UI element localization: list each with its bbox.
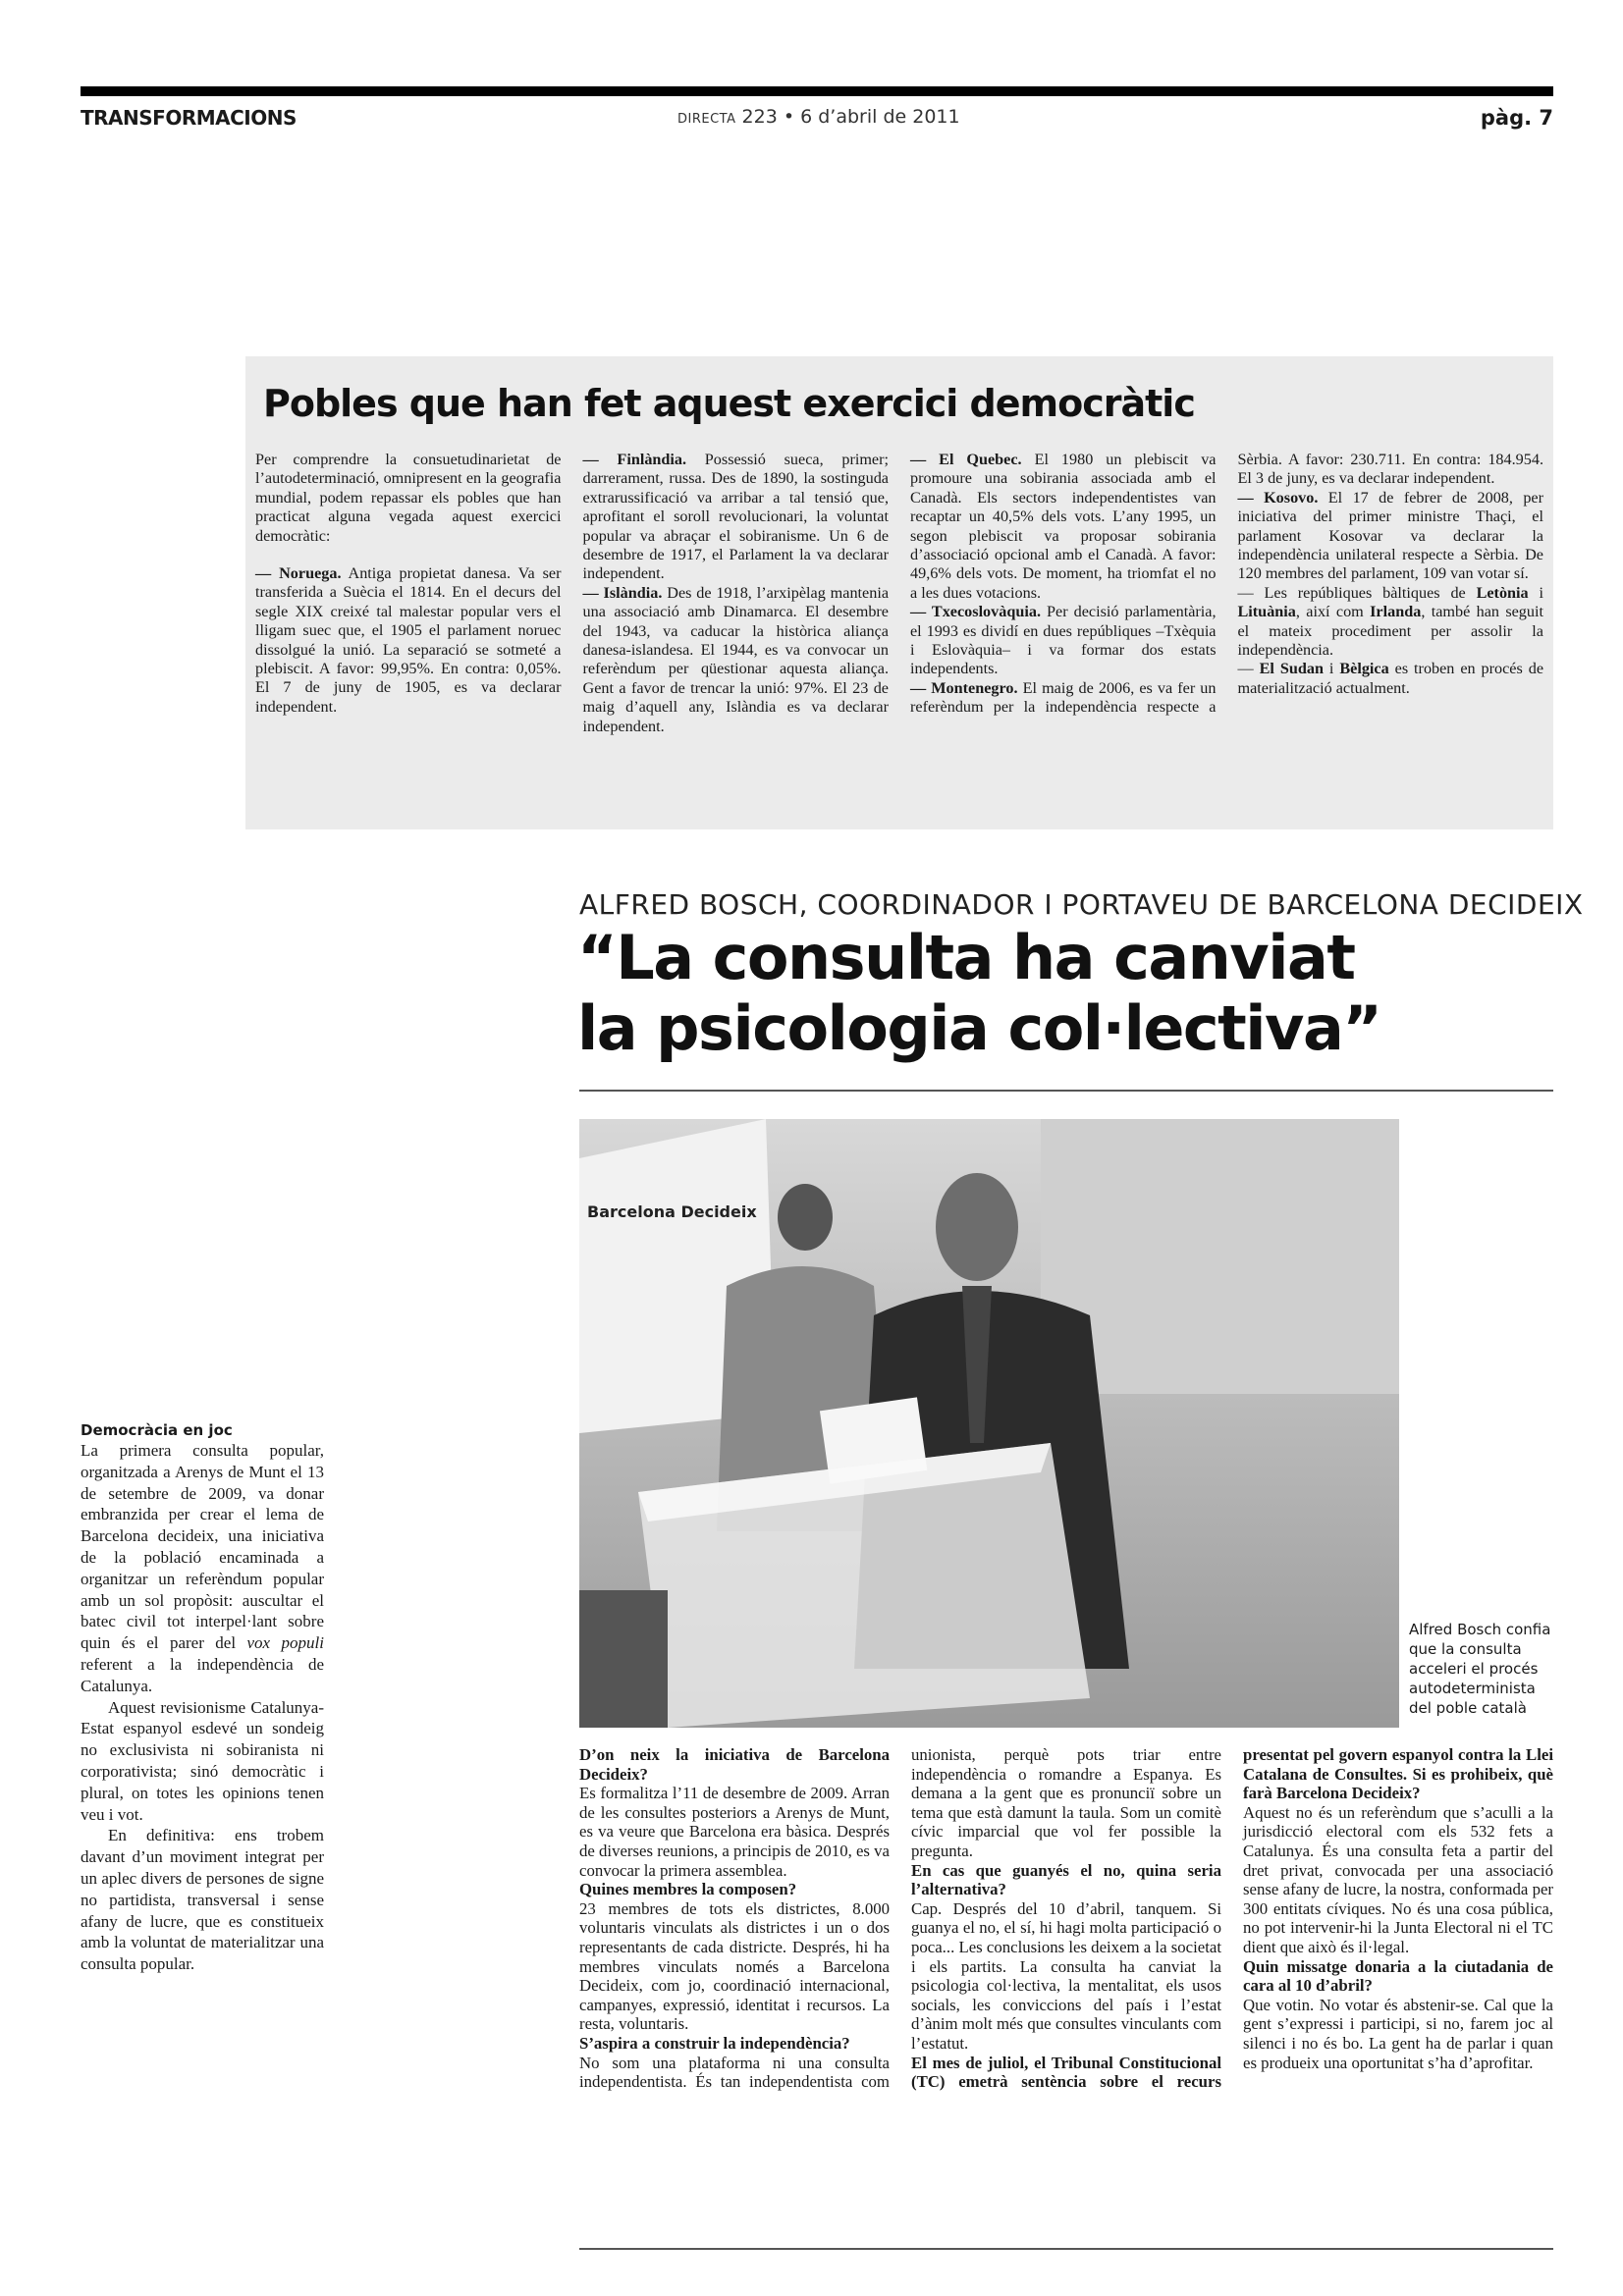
box-entry: — Txecoslovàquia. Per decisió parlamentària, el 1993 es dividí en dues repúbliques –Txèquia i Eslovàquia– i va formar dos estats independents. bbox=[910, 603, 1217, 678]
headline-line: “La consulta ha canviat bbox=[577, 922, 1355, 993]
interview-answer: Cap. Després del 10 d’abril, tanquem. Si guanya el no, el sí, hi hagi molta participació o poca... Les conclusions les deixem a la societat i els partits. La consulta ha canviat la psicologia col·lectiva, la mentalitat, els usos socials, les conviccions del país i l’estat d’ànim molt més que consultes vinculants com l’estatut. bbox=[911, 1898, 1221, 2053]
sidebar-box-peoples bbox=[245, 356, 1553, 829]
box-entry: — Noruega. Antiga propietat danesa. Va ser transferida a Suècia el 1814. En el decurs del segle XIX creixé tal malestar popular vers el lligam suec que, el 1905 el parlament noruec dissolgué la unió. La separació se sotmeté a plebiscit. A favor: 99,95%. En contra: 0,05%. El 7 de juny de 1905, es va declarar independent. bbox=[255, 564, 562, 716]
box-body bbox=[255, 451, 1543, 824]
interview-question: D’on neix la iniciativa de Barcelona Decideix? bbox=[579, 1745, 890, 1784]
box-entry: — Islàndia. Des de 1918, l’arxipèlag mantenia una associació amb Dinamarca. El desembre del 1943, va caducar la històrica aliança danesa-islandesa. El 1944, es va convocar un referèndum per qüestionar aquesta aliança. Gent a favor de trencar la unió: 97%. El 23 de maig d’aquell any, Islàndia es va declarar independent. bbox=[582, 583, 889, 735]
box-intro: Per comprendre la consuetudinarietat de l’autodeterminació, omnipresent en la geografia mundial, podem repassar els pobles que han practicat alguna vegada aquest exercici democràtic: bbox=[255, 451, 562, 545]
article-headline bbox=[577, 923, 1381, 1064]
article-photo bbox=[579, 1119, 1399, 1728]
headline-rule bbox=[579, 1090, 1553, 1092]
box-entry: — Kosovo. El 17 de febrer de 2008, per iniciativa del primer ministre Thaçi, el parlament Kosovar va declarar la independència unilateral respecte a Sèrbia. De 120 membres del parlament, 109 van votar sí. bbox=[1237, 488, 1543, 583]
footer-rule bbox=[579, 2248, 1553, 2250]
interview-question: Quines membres la composen? bbox=[579, 1880, 797, 1899]
photo-caption: Alfred Bosch confia que la consulta acceleri el procés autodeterminista del poble català bbox=[1409, 1621, 1551, 1717]
page-number: pàg. 7 bbox=[1480, 106, 1553, 130]
headline-line: la psicologia col·lectiva” bbox=[577, 992, 1381, 1064]
sidebar-paragraph: La primera consulta popular, organitzada a Arenys de Munt el 13 de setembre de 2009, va donar embranzida per crear el lema de Barcelona decideix, una iniciativa de la població encaminada a organitzar un referèndum popular amb un sol propòsit: auscultar el batec civil tot interpel·lant sobre quin és el parer del vox populi referent a la independència de Catalunya. bbox=[81, 1441, 324, 1695]
box-entry: — El Quebec. El 1980 un plebiscit va promoure una sobirania associada amb el Canadà. Els sectors independentistes van recaptar un 40,5% dels vots. L’any 1995, un segon plebiscit va proposar sobirania d’associació opcional amb el Canadà. A favor: 49,6% dels vots. De moment, ha triomfat el no a les dues votacions. bbox=[910, 451, 1217, 602]
interview-answer: 23 membres de tots els districtes, 8.000 voluntaris vinculats als districtes i un o dos representants de cada districte. Després, hi ha membres vinculats només a Barcelona Decideix, com jo, coordinació internacional, campanyes, expressió, identitat i recursos. La resta, voluntaris. bbox=[579, 1898, 890, 2034]
box-title: Pobles que han fet aquest exercici democràtic bbox=[263, 382, 1195, 425]
interview-answer: Es formalitza l’11 de desembre de 2009. Arran de les consultes posteriors a Arenys de Munt, es va veure que Barcelona era bàsica. Després de diverses reunions, a principis de 2010, es va convocar la primera assemblea. bbox=[579, 1784, 890, 1880]
interview-answer: Aquest no és un referèndum que s’aculli a la jurisdicció electoral com els 532 fets a Catalunya. És una consulta feta a partir del dret privat, convocada per una associació sense afany de lucre, la nostra, conformada per 300 entitats cíviques. No és una cosa pública, no pot intervenir-hi la Junta Electoral ni el TC dient que això és il·legal. bbox=[1243, 1802, 1553, 1956]
interview-question: En cas que guanyés el no, quina seria l’alternativa? bbox=[911, 1860, 1221, 1899]
interview-question: Quin missatge donaria a la ciutadania de cara al 10 d’abril? bbox=[1243, 1956, 1553, 1996]
box-entry: — Finlàndia. Possessió sueca, primer; darrerament, russa. Des de 1890, la sostinguda extrarussificació va arribar a tal tensió que, aprofitant el soroll revolucionari, la voluntat popular va abraçar el sobiranisme. Un 6 de desembre de 1917, el Parlament la va declarar independent. bbox=[582, 451, 889, 583]
box-entry-baltic: — Les repúbliques bàltiques de Letònia i Lituània, així com Irlanda, també han seguit el mateix procediment per assolir la independència. bbox=[1237, 583, 1543, 660]
article-kicker: ALFRED BOSCH, COORDINADOR I PORTAVEU DE BARCELONA DECIDEIX bbox=[579, 888, 1584, 921]
issue-date: 223 • 6 d’abril de 2011 bbox=[741, 106, 960, 128]
interview-question: S’aspira a construir la independència? bbox=[579, 2033, 850, 2053]
box-entry: — Montenegro. El maig de 2006, es va fer un referèndum per la independència respecte a Sèrbia. A favor: 230.711. En contra: 184.954. El 3 de juny, es va declarar independent. bbox=[910, 451, 1543, 717]
sidebar-paragraph: En definitiva: ens trobem davant d’un moviment integrat per un aplec divers de persones de signe no partidista, transversal i sense afany de lucre, que es constitueix amb la voluntat de materialitzar una consulta popular. bbox=[81, 1826, 324, 1974]
box-entry-last: — El Sudan i Bèlgica es troben en procés de materialització actualment. bbox=[1237, 660, 1544, 697]
interview-body bbox=[579, 1745, 1553, 2236]
section-name: TRANSFORMACIONS bbox=[81, 106, 297, 130]
issue-info bbox=[677, 106, 960, 128]
banner-text: Barcelona Decideix bbox=[587, 1202, 757, 1221]
interview-question: El mes de juliol, el Tribunal Constitucional (TC) emetrà sentència sobre el recurs presentat pel govern espanyol contra la Llei Catalana de Consultes. Si es prohibeix, què farà Barcelona Decideix? bbox=[911, 1745, 1553, 2092]
header-rule bbox=[81, 86, 1553, 96]
interview-answer: Que votin. No votar és abstenir-se. Cal que la gent s’expressi i participi, si no, farem joc al silenci i no és bo. La gent ha de parlar i quan es produeix una oportunitat s’ha d’aprofitar. bbox=[1243, 1995, 1553, 2072]
interview-answer: No som una plataforma ni una consulta independentista. És tan independentista com unionista, perquè pots triar entre independència o romandre a Espanya. Es demana a la gent que es pronunciï sobre un tema que està damunt la taula. Som un comitè cívic imparcial que vol fer possible la pregunta. bbox=[579, 1745, 1221, 2092]
sidebar-title: Democràcia en joc bbox=[81, 1421, 233, 1439]
sidebar-paragraph: Aquest revisionisme Catalunya-Estat espanyol esdevé un sondeig no exclusivista ni sobiranista ni corporativista; sinó democràtic i plural, on totes les opinions tenen veu i vot. bbox=[81, 1697, 324, 1824]
sidebar-article bbox=[81, 1420, 324, 1975]
publication-name: DIRECTA bbox=[677, 112, 736, 127]
photo-illustration bbox=[579, 1119, 1399, 1728]
